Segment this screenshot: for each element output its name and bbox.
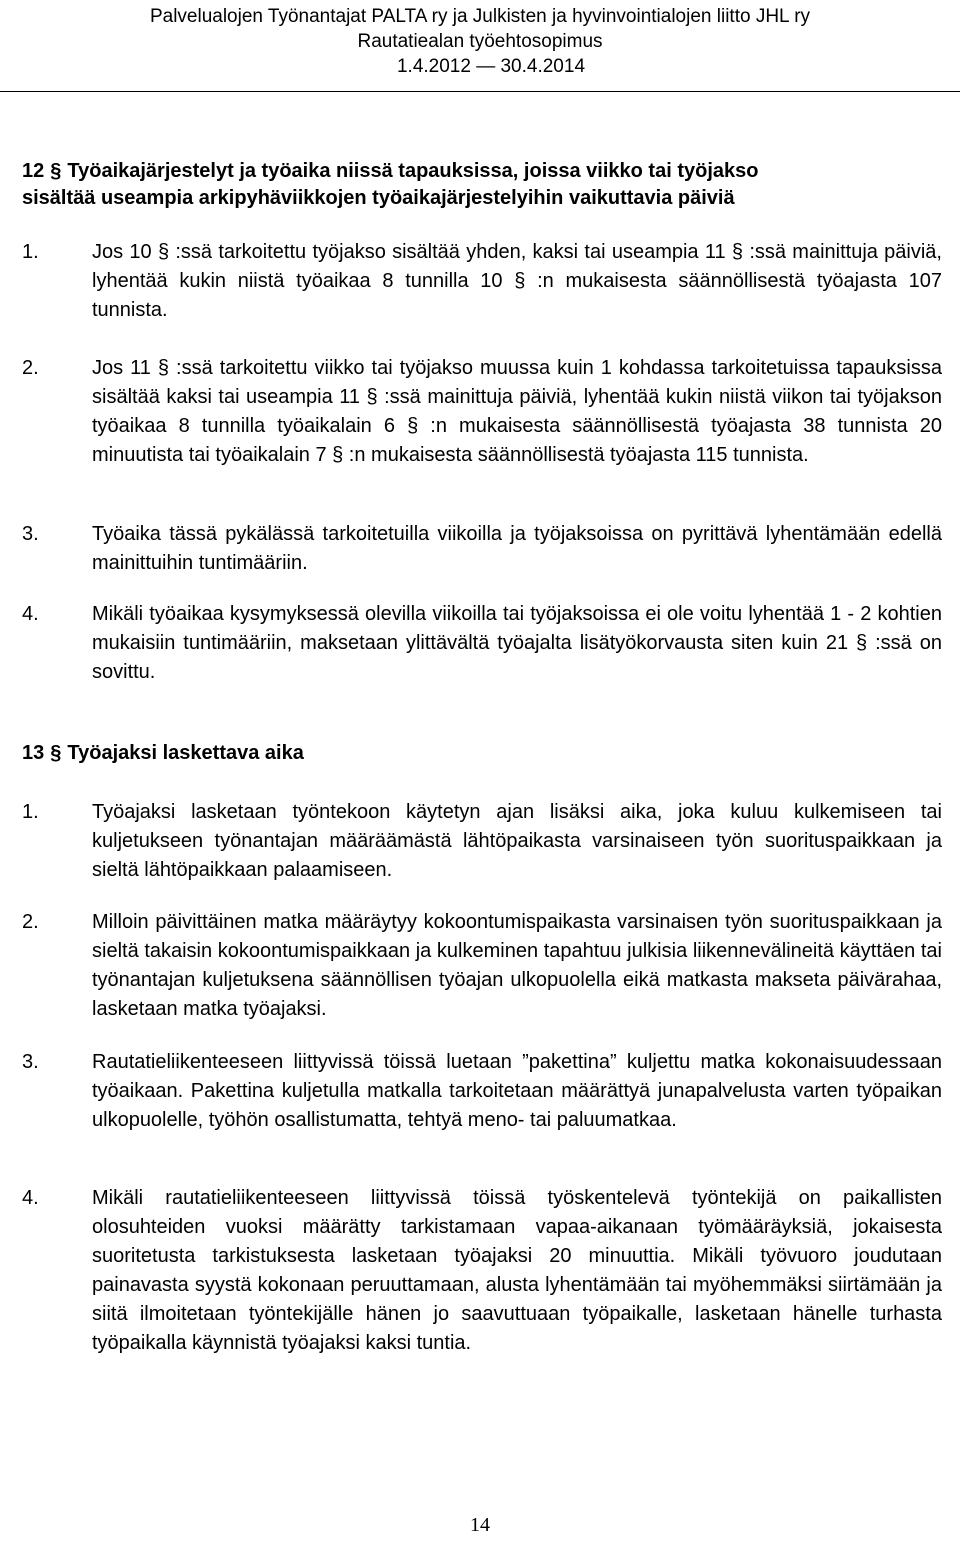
document-header bbox=[0, 0, 960, 96]
paragraph-text: Työajaksi lasketaan työntekoon käytetyn ajan lisäksi aika, joka kuluu kulkemiseen tai kuljetukseen työnantajan määräämästä lähtöpaikasta varsinaiseen työn suorituspaikkaan ja sieltä lähtöpaikkaan palaamiseen. bbox=[92, 801, 942, 881]
section-symbol: § bbox=[50, 160, 62, 182]
section-13-title bbox=[22, 740, 942, 767]
paragraph-13-4 bbox=[22, 1184, 942, 1358]
paragraph-text: Mikäli työaikaa kysymyksessä olevilla viikoilla tai työjaksoissa ei ole voitu lyhentää 1 - 2 kohtien mukaisiin tuntimääriin, maksetaan ylittävältä työajalta lisätyökorvausta siten kuin 21 § :ssä on sovittu. bbox=[92, 603, 942, 683]
section-13-number: 13 bbox=[22, 742, 45, 764]
paragraph-text: Työaika tässä pykälässä tarkoitetuilla viikoilla ja työjaksoissa on pyrittävä lyhentämään edellä mainittuihin tuntimääriin. bbox=[92, 523, 942, 574]
paragraph-13-3 bbox=[22, 1048, 942, 1135]
paragraph-text: Jos 11 § :ssä tarkoitettu viikko tai työjakso muussa kuin 1 kohdassa tarkoitetuissa tapauksissa sisältää kaksi tai useampia 11 § :ssä mainittuja päiviä, lyhentää kukin niistä viikon tai työjakson työaikaa 8 tunnilla työaikalain 6 § :n mukaisesta säännöllisestä työajasta 38 tunnista 20 minuutista tai työaikalain 7 § :n mukaisesta säännöllisestä työajasta 115 tunnista. bbox=[92, 357, 942, 466]
paragraph-number: 3. bbox=[22, 1051, 39, 1073]
section-symbol: § bbox=[50, 742, 62, 764]
paragraph-number: 4. bbox=[22, 603, 39, 625]
paragraph-number: 1. bbox=[22, 801, 39, 823]
section-13-title-text: Työajaksi laskettava aika bbox=[67, 742, 304, 764]
header-parties: Palvelualojen Työnantajat PALTA ry ja Julkisten ja hyvinvointialojen liitto JHL ry bbox=[149, 6, 811, 27]
paragraph-number: 1. bbox=[22, 241, 39, 263]
paragraph-text: Milloin päivittäinen matka määräytyy kokoontumispaikasta varsinaisen työn suorituspaikkaan ja sieltä takaisin kokoontumispaikkaan ja kulkeminen tapahtuu julkisia liikennevälineitä käyttäen tai työnantajan kuljetuksena säännöllisen työajan ulkopuolella eikä matkasta makseta päivärahaa, lasketaan matka työajaksi. bbox=[92, 911, 942, 1020]
paragraph-13-2 bbox=[22, 908, 942, 1024]
paragraph-12-4 bbox=[22, 600, 942, 687]
paragraph-12-1 bbox=[22, 238, 942, 325]
paragraph-text: Mikäli rautatieliikenteeseen liittyvissä töissä työskentelevä työntekijä on paikallisten olosuhteiden vuoksi määrätty tarkistamaan vapaa-aikanaan työmääräyksiä, jokaisesta suoritetusta tarkistuksesta lasketaan työajaksi 20 minuuttia. Mikäli työvuoro joudutaan painavasta syystä kokonaan peruuttamaan, alusta lyhentämään tai myöhemmäksi siirtämään ja siitä ilmoitetaan työntekijälle hänen jo saavuttuaan työpaikalle, lasketaan hänelle turhasta työpaikalla käynnistä työajaksi kaksi tuntia. bbox=[92, 1187, 942, 1354]
section-12-title bbox=[22, 158, 942, 212]
header-validity-period: 1.4.2012 ― 30.4.2014 bbox=[396, 56, 586, 77]
page-number: 14 bbox=[470, 1514, 490, 1536]
paragraph-text: Jos 10 § :ssä tarkoitettu työjakso sisältää yhden, kaksi tai useampia 11 § :ssä mainittuja päiviä, lyhentää kukin niistä työaikaa 8 tunnilla 10 § :n mukaisesta säännöllisestä työajasta 107 tunnista. bbox=[92, 241, 942, 321]
paragraph-12-2 bbox=[22, 354, 942, 470]
paragraph-13-1 bbox=[22, 798, 942, 885]
paragraph-text: Rautatieliikenteeseen liittyvissä töissä luetaan ”pakettina” kuljettu matka kokonaisuudessaan työaikaan. Pakettina kuljetulla matkalla tarkoitetaan määrättyä junapalvelusta varten työpaikan ulkopuolelle, työhön osallistumatta, tehtyä meno- tai paluumatkaa. bbox=[92, 1051, 942, 1131]
header-divider bbox=[0, 91, 960, 92]
section-12-title-line2: sisältää useampia arkipyhäviikkojen työaikajärjestelyihin vaikuttavia päiviä bbox=[22, 187, 735, 209]
paragraph-number: 2. bbox=[22, 357, 39, 379]
paragraph-number: 2. bbox=[22, 911, 39, 933]
paragraph-12-3 bbox=[22, 520, 942, 578]
paragraph-number: 3. bbox=[22, 523, 39, 545]
section-12-number: 12 bbox=[22, 160, 45, 182]
paragraph-number: 4. bbox=[22, 1187, 39, 1209]
header-agreement-title: Rautatiealan työehtosopimus bbox=[357, 31, 603, 52]
section-12-title-line1: Työaikajärjestelyt ja työaika niissä tapauksissa, joissa viikko tai työjakso bbox=[67, 160, 759, 182]
